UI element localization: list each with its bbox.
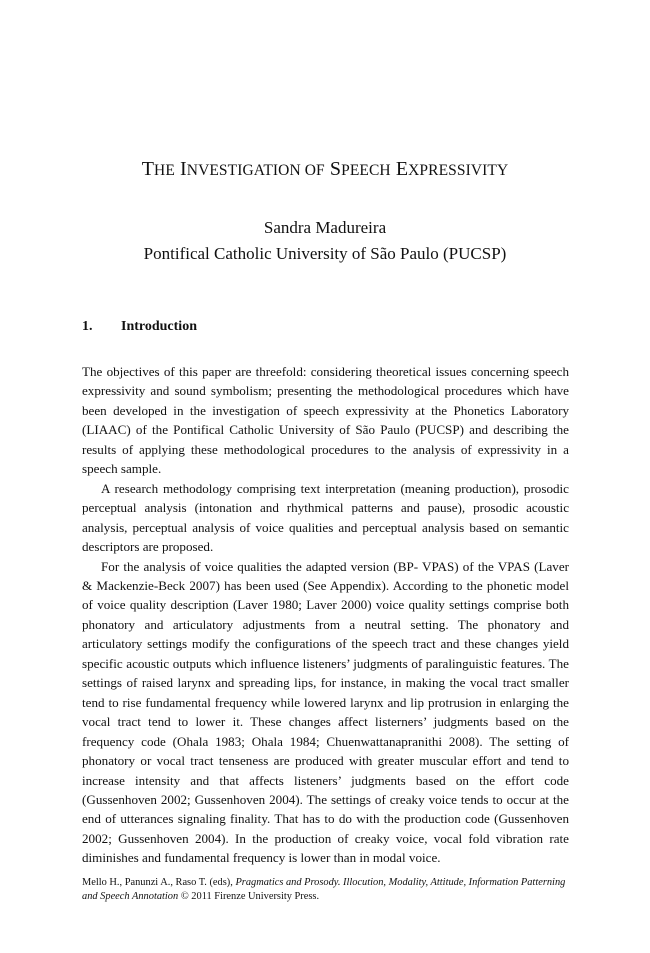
title-word-1-cap: T <box>141 158 155 180</box>
title-word-2-cap: I <box>180 158 187 180</box>
title-word-2-rest: NVESTIGATION OF <box>186 162 325 179</box>
section-title: Introduction <box>121 319 197 334</box>
body-text <box>82 362 569 868</box>
footer-editors: Mello H., Panunzi A., Raso T. (eds), <box>82 877 233 888</box>
paragraph-3: For the analysis of voice qualities the adapted version (BP- VPAS) of the VPAS (Laver & Mackenzie-Beck 2007) has been used (See Appendix). According to the phonetic model of voice quality description (Laver 1980; Laver 2000) voice quality settings comprise both phonatory and articulatory adjustments from a neutral setting. The phonatory and articulatory settings modify the configurations of the speech tract and these changes yield specific acoustic outputs which influence listeners’ judgments of paralinguistic features. The settings of raised larynx and spreading lips, for instance, in making the vocal tract smaller tend to rise fundamental frequency while lowered larynx and lip protrusion in enlarging the vocal tract tend to lower it. These changes affect listerners’ judgments based on the frequency code (Ohala 1983; Ohala 1984; Chuenwattanapranithi 2008). The setting of phonatory or vocal tract tenseness are produced with greater muscular effort and tend to increase intensity and that affects listeners’ judgments based on the effort code (Gussenhoven 2002; Gussenhoven 2004). The settings of creaky voice tends to occur at the end of utterances signaling finality. That has to do with the production code (Gussenhoven 2002; Gussenhoven 2004). In the production of creaky voice, vocal fold vibration rate diminishes and fundamental frequency is lower than in modal voice. <box>82 558 569 866</box>
footer-book-title: Pragmatics and Prosody. Illocution, Modality, Attitude, Information Patterning and Speech Annotation <box>82 877 566 902</box>
section-number: 1. <box>82 319 93 334</box>
paper-title <box>0 157 650 183</box>
author-name: Sandra Madureira <box>263 218 387 237</box>
title-word-4-rest: XPRESSIVITY <box>408 162 509 179</box>
title-word-3-rest: PEECH <box>341 162 391 179</box>
title-word-1-rest: HE <box>154 162 175 179</box>
section-heading <box>82 318 197 336</box>
footer-citation <box>82 876 569 904</box>
title-word-4-cap: E <box>395 158 409 180</box>
paragraph-2: A research methodology comprising text interpretation (meaning production), prosodic perceptual analysis (intonation and rhythmical patterns and pause), prosodic acoustic analysis, perceptual analysis of voice qualities and perceptual analysis based on semantic descriptors are proposed. <box>82 480 569 555</box>
paragraph-1: The objectives of this paper are threefold: considering theoretical issues concerning speech expressivity and sound symbolism; presenting the methodological procedures which have been developed in the investigation of speech expressivity at the Phonetics Laboratory (LIAAC) of the Pontifical Catholic University of São Paulo (PUCSP) and describing the results of applying these methodological procedures to the analysis of expressivity in a speech sample. <box>82 364 569 477</box>
title-word-3-cap: S <box>329 158 342 180</box>
author-affiliation: Pontifical Catholic University of São Paulo (PUCSP) <box>143 244 507 263</box>
footer-publisher: © 2011 Firenze University Press. <box>180 891 320 902</box>
